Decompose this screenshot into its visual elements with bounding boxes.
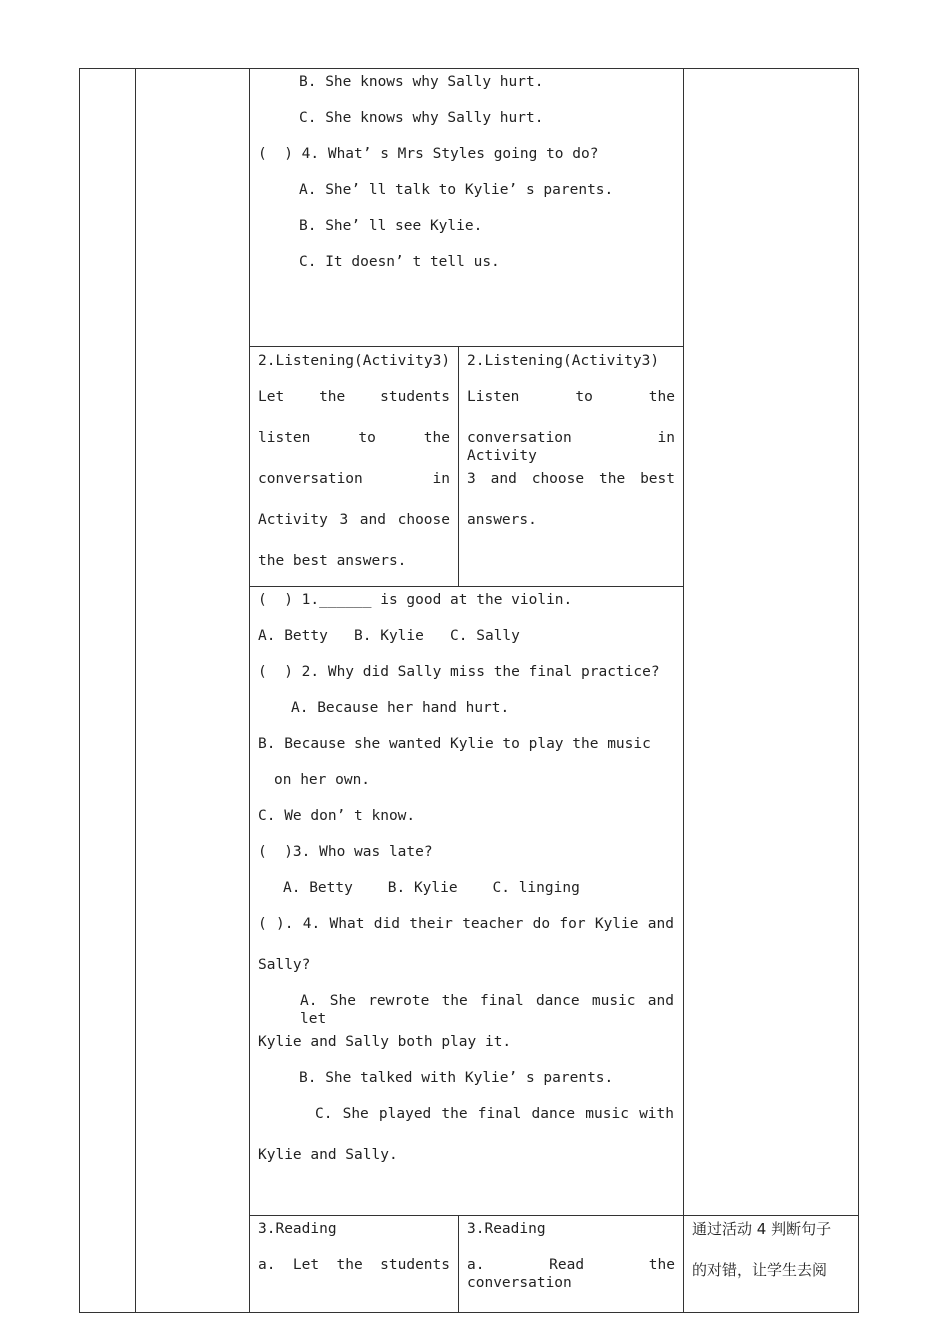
reading-student-line: a. Read the conversation: [467, 1257, 675, 1291]
quiz2-q1-options: A. Betty B. Kylie C. Sally: [258, 628, 520, 644]
listening-teacher-line: Let the students: [258, 389, 450, 405]
reading-student-heading: 3.Reading: [467, 1221, 546, 1237]
quiz2-q4-option-a: A. She rewrote the final dance music and let: [300, 993, 674, 1027]
split-border-listening: [458, 346, 459, 587]
reading-teacher-heading: 3.Reading: [258, 1221, 337, 1237]
split-border-reading: [458, 1215, 459, 1313]
quiz1-q4-option-c: C. It doesn’ t tell us.: [299, 254, 500, 270]
table-bottom-border: [79, 1312, 859, 1313]
quiz2-q2-option-b: B. Because she wanted Kylie to play the music: [258, 736, 651, 752]
quiz2-q4-option-a-cont: Kylie and Sally both play it.: [258, 1034, 512, 1050]
quiz2-q4-option-c: C. She played the final dance music with: [315, 1106, 674, 1122]
listening-student-line: conversation in Activity: [467, 430, 675, 464]
table-top-border: [79, 68, 859, 69]
quiz1-q4-option-b: B. She’ ll see Kylie.: [299, 218, 483, 234]
quiz2-q2-option-a: A. Because her hand hurt.: [291, 700, 510, 716]
quiz2-q4-option-c-cont: Kylie and Sally.: [258, 1147, 398, 1163]
listening-student-line: Listen to the: [467, 389, 675, 405]
reading-purpose-line: 通过活动 4 判断句子: [692, 1220, 832, 1238]
row-border-reading-top: [249, 1215, 859, 1216]
listening-student-line: answers.: [467, 512, 537, 528]
listening-teacher-heading: 2.Listening(Activity3): [258, 353, 451, 369]
listening-teacher-line: Activity 3 and choose: [258, 512, 450, 528]
listening-student-heading: 2.Listening(Activity3): [467, 353, 660, 369]
col-border-3: [249, 68, 250, 1313]
quiz2-question-3: ( )3. Who was late?: [258, 844, 433, 860]
col-border-4: [683, 68, 684, 1313]
reading-teacher-line: a. Let the students: [258, 1257, 450, 1273]
quiz1-q4-option-a: A. She’ ll talk to Kylie’ s parents.: [299, 182, 614, 198]
quiz1-option-c: C. She knows why Sally hurt.: [299, 110, 544, 126]
listening-teacher-line: conversation in: [258, 471, 450, 487]
quiz2-q3-options: A. Betty B. Kylie C. linging: [283, 880, 580, 896]
row-border-listening-top: [249, 346, 684, 347]
col-border-5: [858, 68, 859, 1313]
quiz2-question-2: ( ) 2. Why did Sally miss the final practice?: [258, 664, 660, 680]
col-border-2: [135, 68, 136, 1313]
quiz2-question-4: ( ). 4. What did their teacher do for Kylie and: [258, 916, 674, 932]
quiz1-question-4: ( ) 4. What’ s Mrs Styles going to do?: [258, 146, 599, 162]
listening-teacher-line: listen to the: [258, 430, 450, 446]
quiz2-q4-option-b: B. She talked with Kylie’ s parents.: [299, 1070, 614, 1086]
listening-student-line: 3 and choose the best: [467, 471, 675, 487]
col-border-1: [79, 68, 80, 1313]
row-border-quiz2-top: [249, 586, 684, 587]
quiz2-q2-option-b-cont: on her own.: [274, 772, 371, 788]
reading-purpose-line: 的对错，让学生去阅: [692, 1261, 828, 1279]
quiz2-question-1: ( ) 1.______ is good at the violin.: [258, 592, 573, 608]
listening-teacher-line: the best answers.: [258, 553, 407, 569]
quiz2-question-4-cont: Sally?: [258, 957, 311, 973]
quiz2-q2-option-c: C. We don’ t know.: [258, 808, 416, 824]
quiz1-option-b: B. She knows why Sally hurt.: [299, 74, 544, 90]
